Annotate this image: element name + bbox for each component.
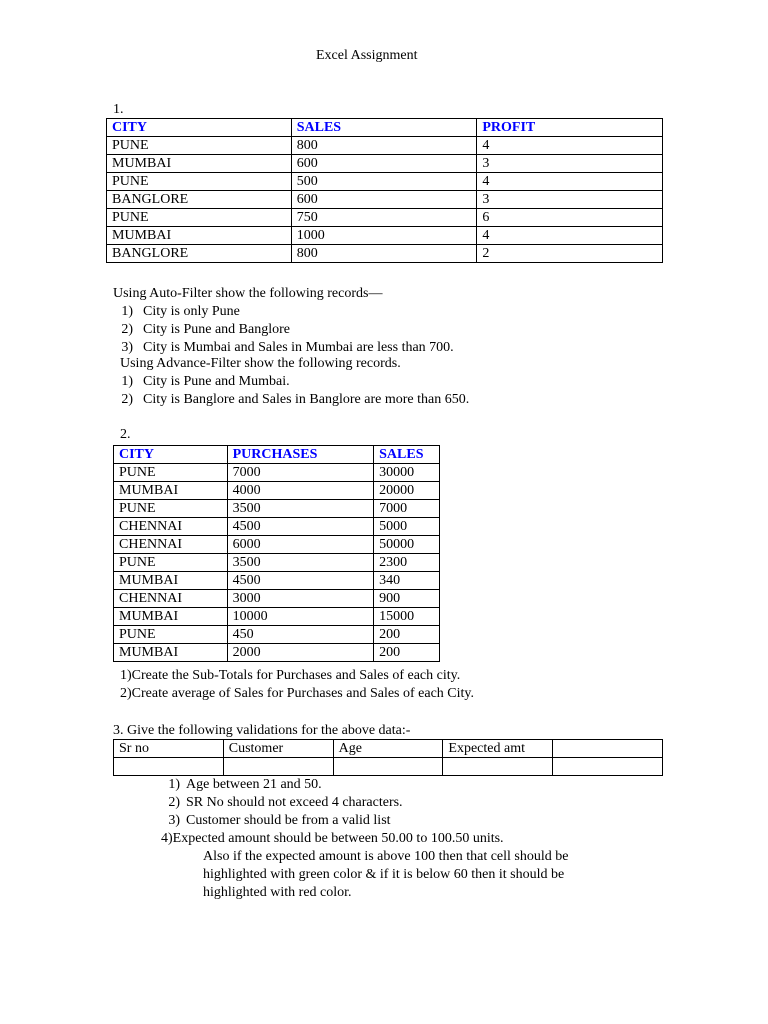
table-row [107,245,663,263]
validation-empty-row [114,758,663,776]
cell-sales: 7000 [374,500,440,518]
cell-city: PUNE [107,137,292,155]
section-2-label: 2. [120,427,131,442]
header-sr-no: Sr no [114,740,224,758]
empty-cell [223,758,333,776]
section-3-heading: 3. Give the following validations for the above data:- [113,723,411,738]
validation-detail-3: highlighted with red color. [203,885,352,900]
cell-city: PUNE [114,464,228,482]
header-blank [553,740,663,758]
header-purchases: PURCHASES [227,446,374,464]
validation-table [113,739,663,776]
list-item-text: City is Pune and Banglore [143,322,290,337]
validation-header-row [114,740,663,758]
table-row [107,155,663,173]
validation-table-body [114,740,663,776]
table-row [107,173,663,191]
cell-city: PUNE [107,209,292,227]
cell-purchases: 4000 [227,482,374,500]
header-sales: SALES [291,119,477,137]
list-item-number: 2) [121,392,133,407]
header-profit: PROFIT [477,119,663,137]
table-header-row [107,119,663,137]
cell-sales: 900 [374,590,440,608]
header-expected-amt: Expected amt [443,740,553,758]
cell-purchases: 3500 [227,554,374,572]
cell-city: MUMBAI [114,572,228,590]
cell-sales: 1000 [291,227,477,245]
list-item-number: 1) [121,374,133,389]
cell-city: MUMBAI [114,608,228,626]
list-item-number: 1) [168,777,180,792]
cell-city: MUMBAI [114,482,228,500]
cell-profit: 3 [477,155,663,173]
table-row [114,518,440,536]
cell-sales: 2300 [374,554,440,572]
table-body [107,137,663,263]
cell-sales: 20000 [374,482,440,500]
empty-cell [114,758,224,776]
table-row [114,554,440,572]
table-row [114,644,440,662]
header-customer: Customer [223,740,333,758]
cell-profit: 6 [477,209,663,227]
validation-detail-2: highlighted with green color & if it is below 60 then it should be [203,867,565,882]
cell-city: MUMBAI [107,155,292,173]
list-item-number: 2) [168,795,180,810]
table-city-purchases-sales [113,445,440,662]
cell-city: PUNE [107,173,292,191]
table-row [114,464,440,482]
table-row [114,536,440,554]
cell-sales: 340 [374,572,440,590]
list-item-number: 3) [168,813,180,828]
validation-detail-1: Also if the expected amount is above 100 then that cell should be [203,849,569,864]
cell-profit: 4 [477,227,663,245]
cell-profit: 3 [477,191,663,209]
header-sales: SALES [374,446,440,464]
header-city: CITY [107,119,292,137]
cell-sales: 5000 [374,518,440,536]
cell-purchases: 4500 [227,572,374,590]
cell-profit: 4 [477,137,663,155]
cell-city: CHENNAI [114,536,228,554]
empty-cell [443,758,553,776]
table-body [114,464,440,662]
cell-purchases: 2000 [227,644,374,662]
list-item-text: Customer should be from a valid list [186,813,391,828]
header-age: Age [333,740,443,758]
list-item-number: 2) [121,322,133,337]
section-1-label: 1. [113,102,124,117]
cell-purchases: 10000 [227,608,374,626]
header-city: CITY [114,446,228,464]
list-item-text: City is Pune and Mumbai. [143,374,290,389]
cell-purchases: 450 [227,626,374,644]
table-row [107,227,663,245]
cell-purchases: 7000 [227,464,374,482]
cell-profit: 4 [477,173,663,191]
list-item-text: City is Banglore and Sales in Banglore are more than 650. [143,392,470,407]
cell-sales: 800 [291,245,477,263]
list-item-text: City is only Pune [143,304,240,319]
table-row [114,590,440,608]
cell-city: MUMBAI [107,227,292,245]
cell-sales: 750 [291,209,477,227]
list-item-text: Age between 21 and 50. [186,777,322,792]
cell-city: CHENNAI [114,590,228,608]
cell-city: PUNE [114,554,228,572]
advfilter-intro: Using Advance-Filter show the following records. [120,356,401,371]
cell-sales: 200 [374,626,440,644]
task-average: 2)Create average of Sales for Purchases and Sales of each City. [120,686,475,701]
cell-sales: 15000 [374,608,440,626]
cell-city: BANGLORE [107,245,292,263]
cell-city: MUMBAI [114,644,228,662]
cell-city: PUNE [114,500,228,518]
cell-city: BANGLORE [107,191,292,209]
table-row [107,191,663,209]
list-item-number: 1) [121,304,133,319]
table-header-row [114,446,440,464]
table-row [114,572,440,590]
table-row [107,137,663,155]
cell-sales: 30000 [374,464,440,482]
cell-sales: 600 [291,191,477,209]
table-row [114,626,440,644]
cell-sales: 50000 [374,536,440,554]
validation-item-4: 4)Expected amount should be between 50.00 to 100.50 units. [161,831,504,846]
cell-sales: 200 [374,644,440,662]
cell-city: PUNE [114,626,228,644]
list-item-number: 3) [121,340,133,355]
empty-cell [553,758,663,776]
table-row [114,500,440,518]
autofilter-intro: Using Auto-Filter show the following records— [113,286,383,301]
cell-sales: 800 [291,137,477,155]
task-subtotals: 1)Create the Sub-Totals for Purchases and Sales of each city. [120,668,461,683]
list-item-text: City is Mumbai and Sales in Mumbai are less than 700. [143,340,454,355]
table-row [114,482,440,500]
cell-purchases: 3000 [227,590,374,608]
list-item-text: SR No should not exceed 4 characters. [186,795,403,810]
cell-purchases: 3500 [227,500,374,518]
cell-city: CHENNAI [114,518,228,536]
empty-cell [333,758,443,776]
cell-purchases: 6000 [227,536,374,554]
table-city-sales-profit [106,118,663,263]
cell-sales: 500 [291,173,477,191]
document-title: Excel Assignment [316,48,418,63]
cell-purchases: 4500 [227,518,374,536]
cell-profit: 2 [477,245,663,263]
table-row [107,209,663,227]
cell-sales: 600 [291,155,477,173]
table-row [114,608,440,626]
